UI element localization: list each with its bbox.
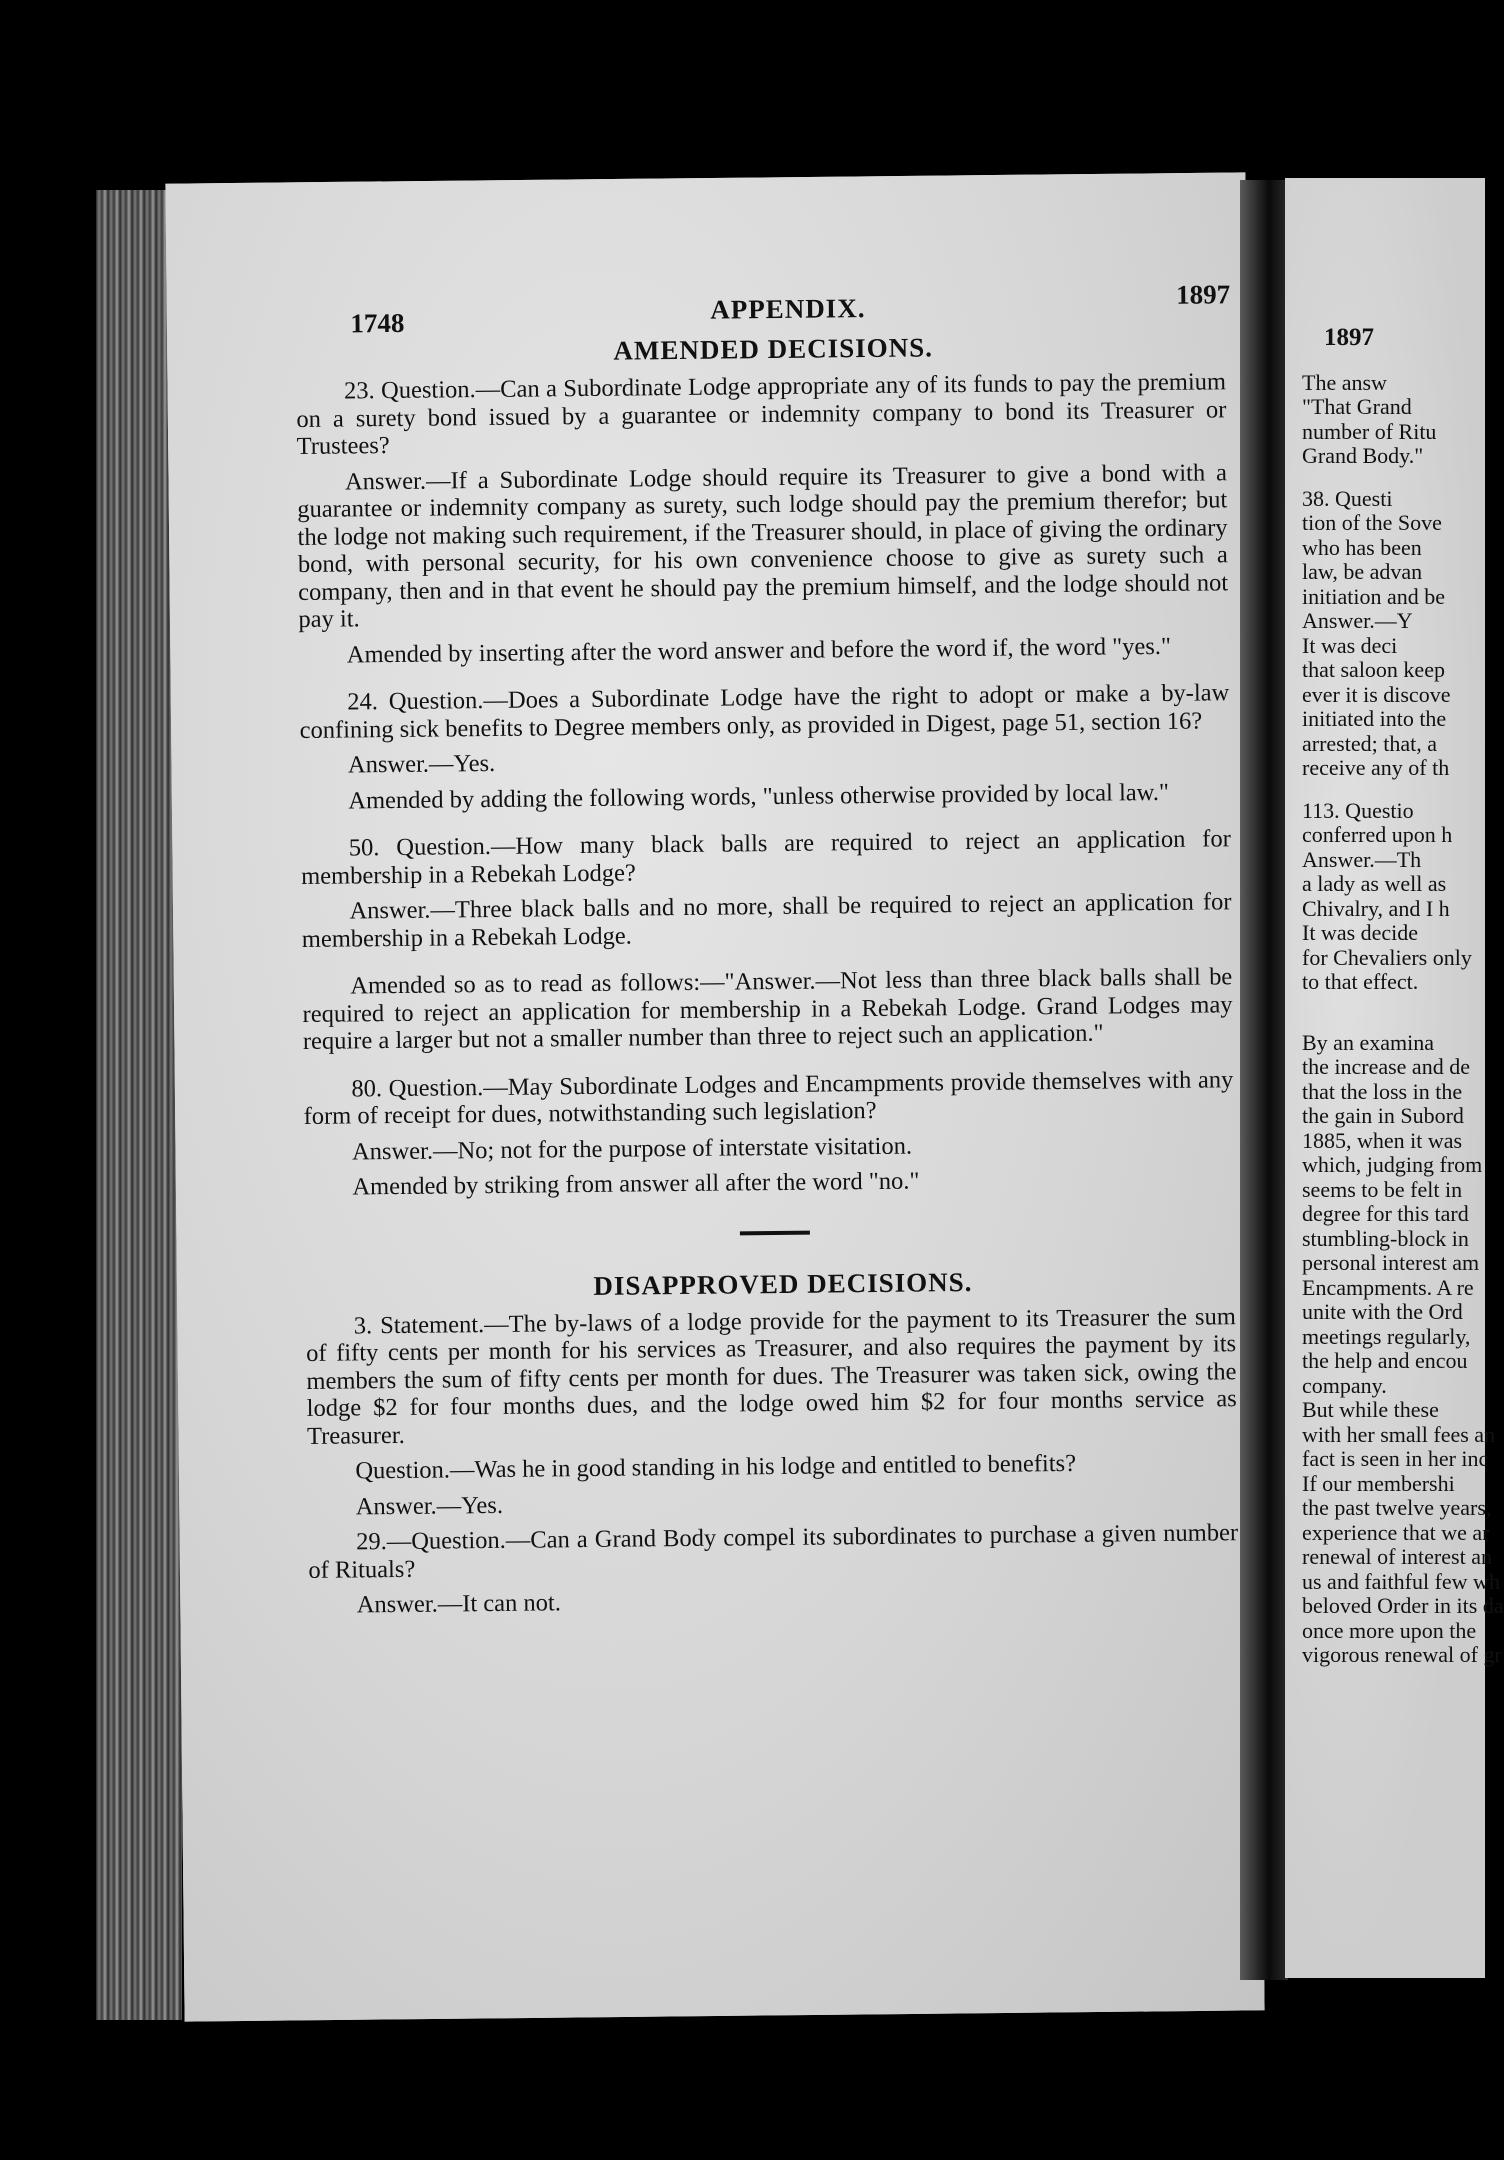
right-page-line: Answer.—Y xyxy=(1302,608,1413,633)
paragraph: Amended by inserting after the word answer and before the word if, the word "yes." xyxy=(346,632,1172,668)
paragraph: 24. Question.—Does a Subordinate Lodge have the right to adopt or make a by-law confining sick benefits to Degree members only, as provided in Digest, page 51, section 16? xyxy=(299,679,1230,744)
paragraph: 23. Question.—Can a Subordinate Lodge appropriate any of its funds to pay the premium on a surety bond issued by a guarantee or indemnity company to bond its Treasurer or Trustees? xyxy=(296,368,1227,460)
right-page-line xyxy=(1302,1013,1482,1031)
right-page-line: ever it is discove xyxy=(1302,681,1451,707)
right-page-line: unite with the Ord xyxy=(1302,1299,1463,1324)
right-page-line: fact is seen in her inc xyxy=(1302,1446,1489,1471)
right-page-line xyxy=(1302,995,1482,1013)
right-page-line: law, be advan xyxy=(1302,559,1423,584)
paragraph: 29.—Question.—Can a Grand Body compel its subordinates to purchase a given number of Rituals? xyxy=(308,1519,1239,1584)
paragraph: Answer.—It can not. xyxy=(356,1589,562,1619)
paragraph: Answer.—If a Subordinate Lodge should require its Treasurer to give a bond with a guarantee or indemnity company as surety, such lodge should pay the premium therefor; but the lodge not making such requirement, if the Treasurer should, in place of giving the ordinary bond, with personal security, for his own convenience choose to give as surety such a company, then and in that event he should pay the premium himself, and the lodge should not pay it. xyxy=(297,458,1229,633)
right-page-line: It was deci xyxy=(1302,632,1398,658)
right-page-line: personal interest am xyxy=(1302,1250,1480,1275)
paragraph: Amended by adding the following words, "unless otherwise provided by local law." xyxy=(348,778,1170,814)
right-page-line: the gain in Subord xyxy=(1302,1103,1464,1128)
left-page-text xyxy=(200,279,1239,1628)
right-page-line: arrested; that, a xyxy=(1302,730,1437,756)
page-number: 1748 xyxy=(350,307,405,339)
right-page-line: us and faithful few wh xyxy=(1302,1568,1500,1594)
right-page-line: The answ xyxy=(1302,369,1387,395)
right-page-line: the increase and de xyxy=(1302,1054,1470,1079)
right-page-line: number of Ritu xyxy=(1302,418,1437,444)
section-divider xyxy=(740,1230,810,1235)
right-page-lines xyxy=(1302,369,1504,1668)
right-page-line: once more upon the xyxy=(1302,1617,1477,1643)
right-page-line: beloved Order in its da xyxy=(1302,1593,1504,1618)
right-page-line: a lady as well as xyxy=(1302,871,1447,896)
right-page-line xyxy=(1302,781,1482,799)
right-page-line: conferred upon h xyxy=(1302,822,1453,847)
right-page-line: that the loss in the xyxy=(1302,1078,1463,1104)
right-page-line: 1885, when it was xyxy=(1302,1127,1463,1153)
right-page-line: meetings regularly, xyxy=(1302,1323,1471,1349)
right-page-line: stumbling-block in xyxy=(1302,1225,1469,1251)
right-page-line: which, judging from xyxy=(1302,1152,1483,1177)
right-page-line: 38. Questi xyxy=(1302,485,1393,511)
right-page-line: degree for this tard xyxy=(1302,1201,1469,1226)
right-page-line: "That Grand xyxy=(1302,394,1412,419)
right-page-line: renewal of interest an xyxy=(1302,1544,1492,1569)
right-page-line: who has been xyxy=(1302,534,1422,560)
right-page-text xyxy=(1302,324,1504,1668)
right-page-line: Answer.—Th xyxy=(1302,846,1422,872)
running-title: APPENDIX. xyxy=(710,293,866,325)
right-page-line: By an examina xyxy=(1302,1029,1434,1055)
right-page-line: initiation and be xyxy=(1302,583,1445,609)
right-page-line: to that effect. xyxy=(1302,969,1419,994)
right-page-year: 1897 xyxy=(1324,324,1374,351)
paragraph: Answer.—Three black balls and no more, shall be required to reject an application for membership in a Rebekah Lodge. xyxy=(301,888,1232,953)
section-heading-amended: AMENDED DECISIONS. xyxy=(613,332,934,366)
section-heading-disapproved: DISAPPROVED DECISIONS. xyxy=(593,1266,973,1301)
paragraph: Answer.—Yes. xyxy=(355,1491,504,1520)
right-page-line: for Chevaliers only xyxy=(1302,944,1472,970)
right-page-line: that saloon keep xyxy=(1302,657,1445,682)
right-page-line: company. xyxy=(1302,1372,1387,1398)
right-page-line: tion of the Sove xyxy=(1302,510,1442,535)
right-page-line: with her small fees an xyxy=(1302,1421,1496,1447)
paragraph: Amended by striking from answer all after the word "no." xyxy=(352,1167,920,1201)
right-page-line: Encampments. A re xyxy=(1302,1274,1474,1300)
right-page-line: Chivalry, and I h xyxy=(1302,895,1450,921)
paragraph: 50. Question.—How many black balls are required to reject an application for membership in a Rebekah Lodge? xyxy=(301,825,1231,890)
right-page-line: the help and encou xyxy=(1302,1348,1468,1373)
right-page-line: Grand Body." xyxy=(1302,443,1424,468)
running-year: 1897 xyxy=(1175,279,1231,310)
paragraph: 3. Statement.—The by-laws of a lodge provide for the payment to its Treasurer the sum of fifty cents per month for his services as Treasurer, and also requires the payment by its members the sum of fifty cents per month for dues. The Treasurer was taken sick, owing the lodge $2 for four months dues, and the lodge owed him $2 for four months service as Treasurer. xyxy=(306,1302,1237,1450)
paragraph: Amended so as to read as follows:—"Answer.—Not less than three black balls shall be required to reject an application for membership in a Rebekah Lodge. Grand Lodges may require a larger but not a smaller number than three to reject such an application." xyxy=(302,963,1233,1055)
paragraph: 80. Question.—May Subordinate Lodges and Encampments provide themselves with any form of receipt for dues, notwithstanding such legislation? xyxy=(303,1065,1234,1130)
book-spine-shadow xyxy=(1240,180,1288,1980)
right-page-line: the past twelve years, xyxy=(1302,1495,1492,1520)
right-page-line: receive any of th xyxy=(1302,755,1450,780)
right-page-line: It was decide xyxy=(1302,920,1419,945)
right-page-line: initiated into the xyxy=(1302,706,1447,731)
right-page-line xyxy=(1302,469,1482,487)
right-page-line: vigorous renewal of gr xyxy=(1302,1642,1502,1667)
right-page-line: 113. Questio xyxy=(1302,797,1414,823)
right-page-line: experience that we ar xyxy=(1302,1519,1490,1545)
paragraph: Question.—Was he in good standing in his lodge and entitled to benefits? xyxy=(355,1449,1077,1485)
paragraph: Answer.—No; not for the purpose of interstate visitation. xyxy=(351,1132,913,1165)
right-page-line: But while these xyxy=(1302,1397,1439,1422)
paragraph: Answer.—Yes. xyxy=(347,749,496,779)
right-page-line: If our membershi xyxy=(1302,1470,1455,1496)
right-page-line: seems to be felt in xyxy=(1302,1176,1463,1202)
